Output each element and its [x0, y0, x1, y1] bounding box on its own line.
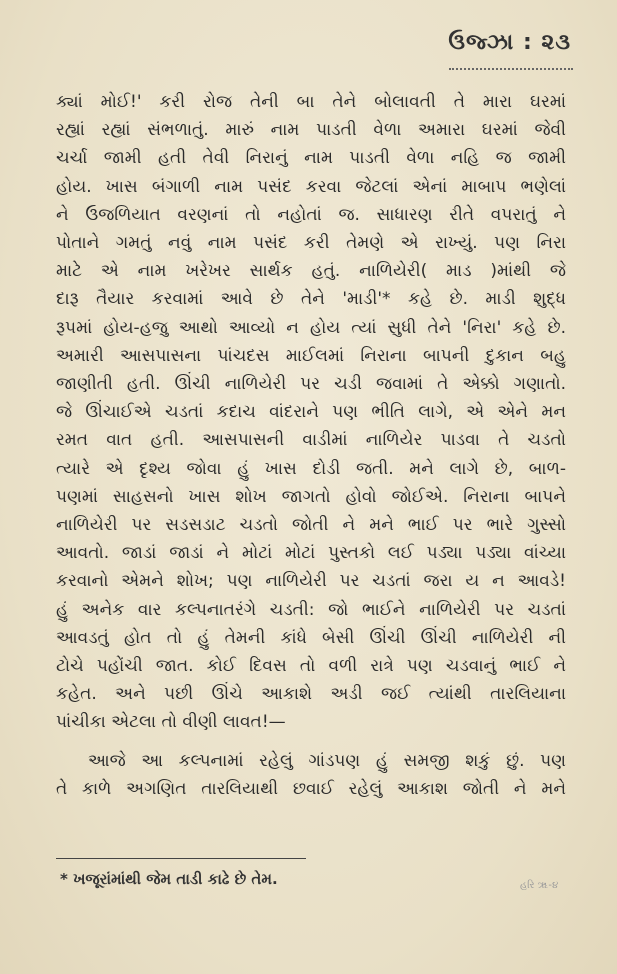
text-line: ચર્ચા જામી હતી તેવી નિરાનું નામ પાડતી વેળા નહિ જ જામી — [56, 148, 566, 169]
paragraph-2 — [56, 747, 566, 803]
footnote-rule — [56, 858, 306, 859]
running-head-ornament — [449, 64, 573, 70]
text-line: દારૂ તૈયાર કરવામાં આવે છે તેને 'માડી'* કહે છે. માડી શુદ્ધ — [56, 289, 566, 310]
text-line: હું અનેક વાર કલ્પનાતરંગે ચડતી: જો ભાઈને નાળિયેરી પર ચડતાં — [56, 599, 566, 620]
text-line: ને ઉજળિયાત વરણનાં તો નહોતાં જ. સાધારણ રીતે વપરાતું ને — [56, 204, 566, 225]
text-line: ટોચે પહોંચી જાત. કોઈ દિવસ તો વળી રાત્રે પણ ચડવાનું ભાઈ ને — [56, 656, 566, 677]
text-line: પણમાં સાહસનો ખાસ શોખ જાગતો હોવો જોઈએ. નિરાના બાપને — [56, 486, 566, 507]
text-line: તે કાળે અગણિત તારલિયાથી છવાઈ રહેલું આકાશ જોતી ને મને — [56, 778, 566, 799]
text-line: જાણીતી હતી. ઊંચી નાળિયેરી પર ચડી જવામાં તે એક્કો ગણાતો. — [56, 374, 566, 395]
text-line: કરવાનો એમને શોખ; પણ નાળિયેરી પર ચડતાં જરા ય ન આવડે! — [56, 571, 566, 592]
body-text — [56, 88, 566, 803]
text-line: નાળિયેરી પર સડસડાટ ચડતો જોતી ને મને ભાઈ પર ભારે ગુસ્સો — [56, 515, 566, 536]
text-line: આવતો. જાડાં જાડાં ને મોટાં મોટાં પુસ્તકો લઈ પડ્યા પડ્યા વાંચ્યા — [56, 543, 566, 564]
paragraph-gap — [56, 737, 566, 747]
text-line: પોતાને ગમતું નવું નામ પસંદ કરી તેમણે એ રાખ્યું. પણ નિરા — [56, 233, 566, 254]
text-line: ત્યારે એ દૃશ્ય જોવા હું ખાસ દોડી જતી. મને લાગે છે, બાળ- — [56, 458, 566, 479]
text-line: આવડતું હોત તો હું તેમની કાંધે બેસી ઊંચી ઊંચી નાળિયેરી ની — [56, 627, 566, 648]
text-line: પાંચીકા એટલા તો વીણી લાવત!— — [56, 712, 286, 733]
text-line: માટે એ નામ ખરેખર સાર્થક હતું. નાળિયેરી( માડ )માંથી જે — [56, 261, 566, 282]
text-line: રહ્યાં રહ્યાં સંભળાતું. મારું નામ પાડતી વેળા અમારા ઘરમાં જેવી — [56, 120, 566, 141]
paragraph-1 — [56, 88, 566, 737]
text-line: ક્યાં મોઈ!' કરી રોજ તેની બા તેને બોલાવતી તે મારા ઘરમાં — [56, 92, 566, 112]
text-line: આજે આ કલ્પનામાં રહેલું ગાંડપણ હું સમજી શકું છું. પણ — [88, 750, 566, 771]
text-line: જે ઊંચાઈએ ચડતાં કદાચ વાંદરાને પણ ભીતિ લાગે, એ એને મન — [56, 402, 566, 423]
page-stamp: હરિ ૠ-૪ — [520, 880, 559, 891]
text-line: હોય. ખાસ બંગાળી નામ પસંદ કરવા જેટલાં એનાં માબાપ ભણેલાં — [56, 176, 566, 197]
text-line: રમત વાત હતી. આસપાસની વાડીમાં નાળિયેર પાડવા તે ચડતો — [56, 430, 566, 451]
running-head: ઉજ્ઝા : ૨૩ — [448, 30, 571, 55]
text-line: અમારી આસપાસના પાંચદસ માઈલમાં નિરાના બાપની દુકાન બહુ — [56, 345, 566, 366]
footnote: * ખજૂરાંમાંથી જેમ તાડી કાઢે છે તેમ. — [60, 870, 278, 888]
text-line: રૂપમાં હોય-હજુ આથો આવ્યો ન હોય ત્યાં સુધી તેને 'નિરા' કહે છે. — [56, 317, 566, 338]
text-line: કહેત. અને પછી ઊંચે આકાશે અડી જઈ ત્યાંથી તારલિયાના — [56, 684, 566, 705]
